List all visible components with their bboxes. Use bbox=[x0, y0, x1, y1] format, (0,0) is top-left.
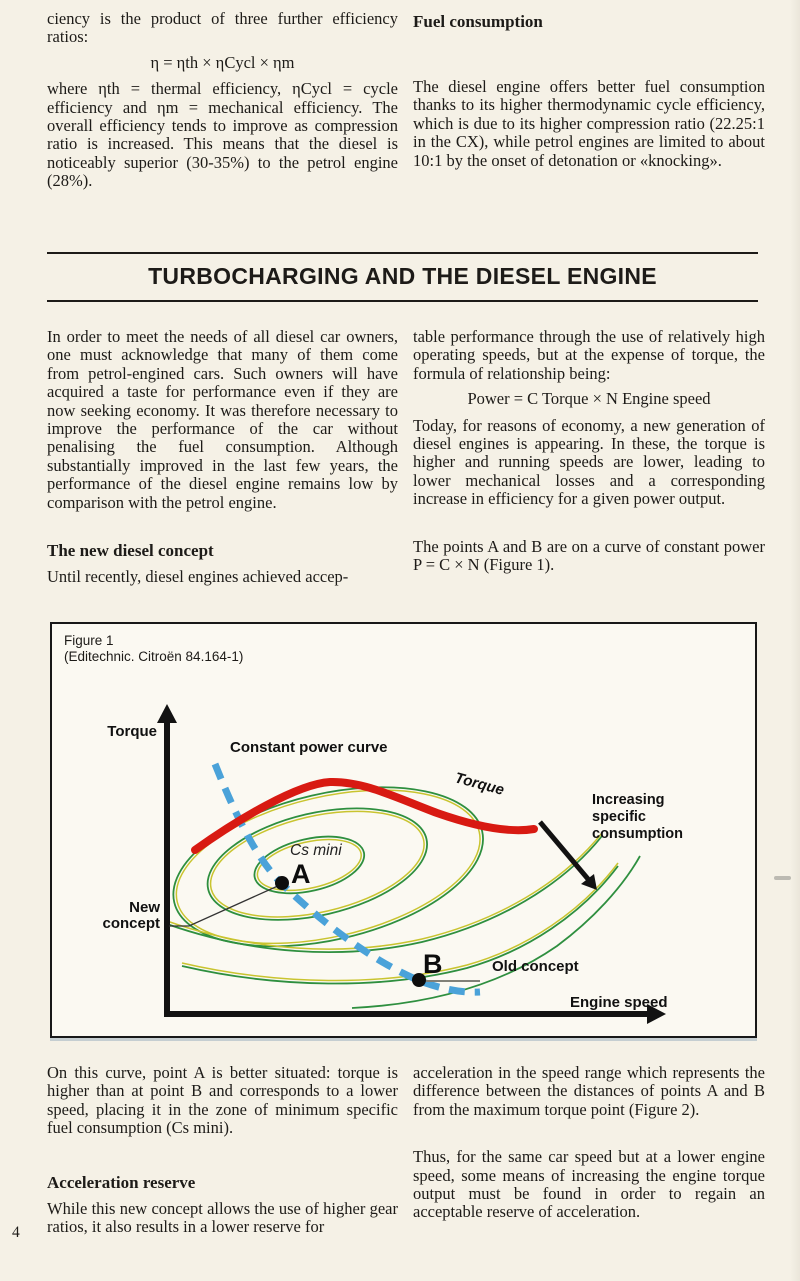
bottom-left-column bbox=[47, 1064, 398, 1237]
new-concept-label-line1: New bbox=[129, 899, 160, 916]
new-concept-label-line2: concept bbox=[102, 915, 160, 932]
acceleration-reserve-heading: Acceleration reserve bbox=[47, 1172, 196, 1192]
fuel-consumption-heading: Fuel consumption bbox=[413, 12, 543, 31]
efficiency-formula: η = ηth × ηCycl × ηm bbox=[150, 52, 295, 72]
new-diesel-concept-heading: The new diesel concept bbox=[47, 541, 214, 561]
body-paragraph: The diesel engine offers better fuel consumption thanks to its higher thermodynamic cycle efficiency, which is due to its higher compression ratio (22.25:1 in the CX), while petrol engines are limited to about 10:1 by the onset of detonation or «knocking». bbox=[413, 77, 765, 170]
consumption-contour-arc bbox=[352, 856, 640, 1008]
mid-left-column bbox=[47, 328, 398, 587]
body-paragraph: Today, for reasons of economy, a new generation of diesel engines is appearing. In these, the torque is higher and running speeds are lower, leading to lower mechanical losses and a corresponding increase in efficiency for a given power output. bbox=[413, 415, 765, 509]
divider-rule-top bbox=[47, 252, 758, 254]
power-formula: Power = C Torque × N Engine speed bbox=[467, 389, 711, 409]
top-right-column bbox=[413, 78, 765, 170]
increasing-label-line3: consumption bbox=[592, 826, 684, 842]
body-paragraph: acceleration in the speed range which represents the difference between the distances of points A and B from the maximum torque point (Figure 2). bbox=[413, 1063, 765, 1119]
body-paragraph: ciency is the product of three further efficiency ratios: bbox=[47, 9, 398, 47]
figure-1-chart bbox=[52, 624, 755, 1036]
old-concept-label: Old concept bbox=[492, 958, 579, 975]
page-number: 4 bbox=[12, 1224, 20, 1241]
figure-1 bbox=[50, 622, 757, 1038]
body-paragraph: The points A and B are on a curve of constant power P = C × N (Figure 1). bbox=[413, 536, 765, 575]
y-axis-label: Torque bbox=[107, 723, 157, 740]
divider-rule-bottom bbox=[47, 300, 758, 302]
consumption-contours bbox=[158, 760, 499, 973]
torque-curve-label: Torque bbox=[452, 769, 506, 799]
increasing-label-line2: specific bbox=[592, 809, 646, 825]
point-a-dot bbox=[275, 876, 289, 890]
point-a-label: A bbox=[291, 859, 311, 889]
body-paragraph: Until recently, diesel engines achieved accep- bbox=[47, 567, 349, 587]
x-axis-label: Engine speed bbox=[570, 994, 668, 1011]
top-left-column bbox=[47, 10, 398, 191]
body-paragraph: On this curve, point A is better situated: torque is higher than at point B and corresponds to a lower speed, placing it in the zone of minimum specific fuel consumption (Cs mini). bbox=[47, 1063, 398, 1138]
figure-caption-line2: (Editechnic. Citroën 84.164-1) bbox=[64, 649, 244, 664]
body-paragraph: Thus, for the same car speed but at a lower engine speed, some means of increasing the engine torque output must be found in order to regain an acceptable reserve of acceleration. bbox=[413, 1147, 765, 1222]
section-title: TURBOCHARGING AND THE DIESEL ENGINE bbox=[148, 263, 657, 289]
mid-right-column bbox=[413, 328, 765, 574]
body-paragraph: In order to meet the needs of all diesel car owners, one must acknowledge that many of them come from petrol-engined cars. Such owners will have acquired a taste for performance even if they are now seeking economy. It was therefore necessary to improve the performance of the car without penalising the fuel consumption. Although substantially improved in the last few years, the performance of the diesel engine remains low by comparison with the petrol engine. bbox=[47, 327, 398, 512]
increasing-label-line1: Increasing bbox=[592, 792, 665, 808]
body-paragraph: While this new concept allows the use of higher gear ratios, it also results in a lower reserve for bbox=[47, 1199, 398, 1237]
constant-power-label: Constant power curve bbox=[230, 739, 388, 756]
bottom-right-column bbox=[413, 1064, 765, 1222]
point-b-label: B bbox=[423, 949, 443, 979]
body-paragraph: table performance through the use of relatively high operating speeds, but at the expense of torque, the formula of relationship being: bbox=[413, 327, 765, 383]
cs-mini-label: Cs mini bbox=[290, 842, 342, 859]
scan-artifact bbox=[774, 876, 791, 880]
body-paragraph: where ηth = thermal efficiency, ηCycl = cycle efficiency and ηm = mechanical efficiency. The overall efficiency tends to improve as compression ratio is increased. This means that the diesel is noticeably superior (30-35%) to the petrol engine (28%). bbox=[47, 79, 398, 191]
figure-caption-line1: Figure 1 bbox=[64, 633, 114, 648]
y-axis-arrowhead bbox=[157, 704, 177, 723]
